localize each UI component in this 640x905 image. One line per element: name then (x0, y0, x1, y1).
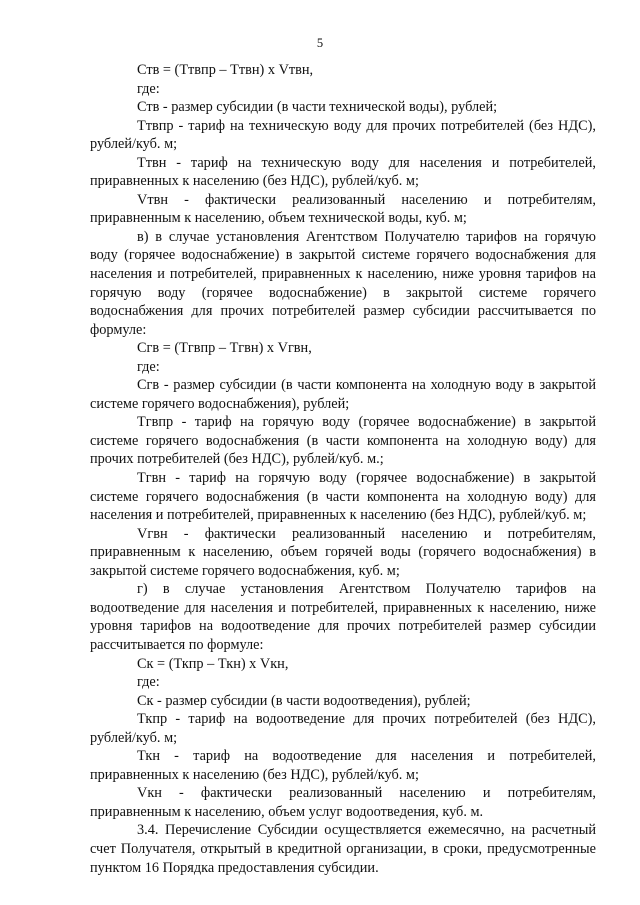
formula-hot-water: Сгв = (Тгвпр – Тгвн) х Vгвн, (137, 340, 312, 357)
formula-sewerage: Ск = (Ткпр – Ткн) х Vкн, (137, 655, 289, 672)
where-label: где: (137, 80, 160, 97)
definition-paragraph: Сгв - размер субсидии (в части компонента на холодную воду в закрытой системе горячего водоснабжения), рублей; (90, 377, 596, 412)
definition-paragraph: Ттвпр - тариф на техническую воду для прочих потребителей (без НДС), рублей/куб. м; (90, 117, 596, 153)
definition-paragraph: Vгвн - фактически реализованный населению и потребителям, приравненным к населению, объем горячей воды (горячего водоснабжения) в закрытой системе горячего водоснабжения, куб. м; (90, 525, 596, 579)
definition-paragraph: Ттвн - тариф на техническую воду для населения и потребителей, приравненных к населению (без НДС), рублей/куб. м; (90, 154, 596, 190)
formula-technical-water: Ств = (Ттвпр – Ттвн) х Vтвн, (137, 62, 314, 78)
where-label: где: (137, 358, 160, 375)
document-body (90, 61, 596, 877)
definition-paragraph: Ск - размер субсидии (в части водоотведения), рублей; (137, 692, 471, 709)
definition-paragraph: Ткпр - тариф на водоотведение для прочих потребителей (без НДС), рублей/куб. м; (90, 711, 596, 746)
section-3-4-paragraph: 3.4. Перечисление Субсидии осуществляется ежемесячно, на расчетный счет Получателя, открытый в кредитной организации, в сроки, предусмотренные пунктом 16 Порядка предоставления субсидии. (90, 822, 596, 876)
clause-v-paragraph: в) в случае установления Агентством Получателю тарифов на горячую воду (горячее водоснабжение) в закрытой системе горячего водоснабжения для населения и потребителей, приравненных к населению, ниже уровня тарифов на горячую воду (горячее водоснабжение) в закрытой системе горячего водоснабжения для прочих потребителей размер субсидии рассчитывается по формуле: (90, 228, 596, 338)
clause-g-paragraph: г) в случае установления Агентством Получателю тарифов на водоотведение для населения и потребителей, приравненных к населению, ниже уровня тарифов на водоотведение для прочих потребителей размер субсидии рассчитывается по формуле: (90, 581, 596, 653)
definition-paragraph: Ств - размер субсидии (в части технической воды), рублей; (137, 99, 498, 116)
definition-paragraph: Vкн - фактически реализованный населению и потребителям, приравненным к населению, объем услуг водоотведения, куб. м. (90, 785, 596, 820)
page-number: 5 (316, 36, 324, 50)
definition-paragraph: Тгвпр - тариф на горячую воду (горячее водоснабжение) в закрытой системе горячего водоснабжения (в части компонента на холодную воду) для прочих потребителей (без НДС), рублей/куб. м.; (90, 414, 596, 468)
definition-paragraph: Ткн - тариф на водоотведение для населения и потребителей, приравненных к населению (без НДС), рублей/куб. м; (90, 748, 596, 783)
where-label: где: (137, 674, 160, 691)
definition-paragraph: Vтвн - фактически реализованный населению и потребителям, приравненным к населению, объем технической воды, куб. м; (90, 191, 596, 227)
definition-paragraph: Тгвн - тариф на горячую воду (горячее водоснабжение) в закрытой системе горячего водоснабжения (в части компонента на холодную воду) для населения и потребителей, приравненных к населению (без НДС), рублей/куб. м; (90, 470, 596, 524)
